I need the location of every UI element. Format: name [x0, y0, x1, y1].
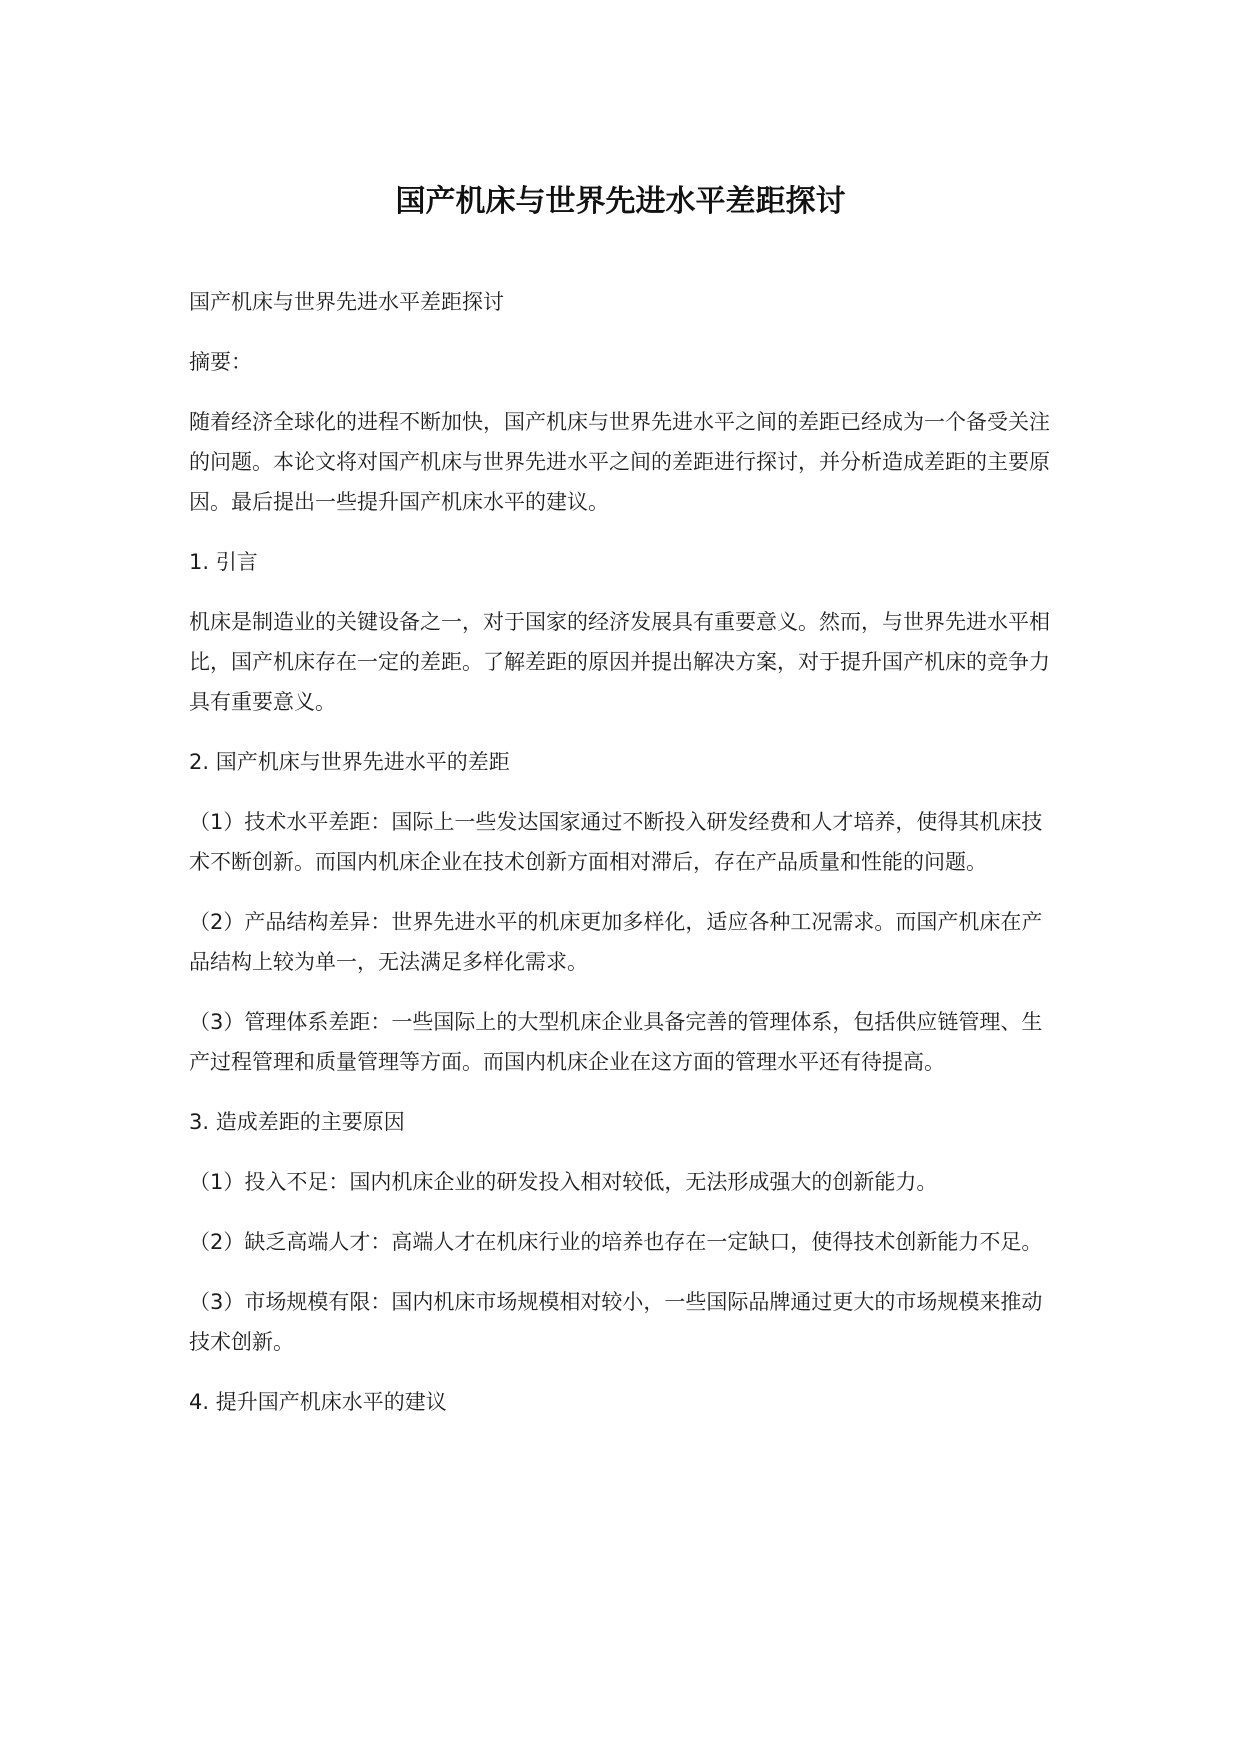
paragraph-gap-management: （3）管理体系差距：一些国际上的大型机床企业具备完善的管理体系，包括供应链管理、生产过程管理和质量管理等方面。而国内机床企业在这方面的管理水平还有待提高。: [189, 1010, 1043, 1074]
paragraph-abstract: 随着经济全球化的进程不断加快，国产机床与世界先进水平之间的差距已经成为一个备受关注的问题。本论文将对国产机床与世界先进水平之间的差距进行探讨，并分析造成差距的主要原因。最后提出一些提升国产机床水平的建议。: [189, 410, 1050, 514]
section-heading-gap: 2. 国产机床与世界先进水平的差距: [189, 750, 510, 774]
paragraph-abstract-label: 摘要：: [189, 350, 252, 374]
section-heading-suggestions: 4. 提升国产机床水平的建议: [189, 1390, 447, 1414]
paragraph-cause-talent: （2）缺乏高端人才：高端人才在机床行业的培养也存在一定缺口，使得技术创新能力不足。: [189, 1230, 1043, 1254]
paragraph-subtitle: 国产机床与世界先进水平差距探讨: [189, 290, 504, 314]
section-heading-causes: 3. 造成差距的主要原因: [189, 1110, 405, 1134]
document-body: [189, 282, 1054, 1442]
paragraph-gap-technology: （1）技术水平差距：国际上一些发达国家通过不断投入研发经费和人才培养，使得其机床技术不断创新。而国内机床企业在技术创新方面相对滞后，存在产品质量和性能的问题。: [189, 810, 1043, 874]
paragraph-introduction: 机床是制造业的关键设备之一，对于国家的经济发展具有重要意义。然而，与世界先进水平相比，国产机床存在一定的差距。了解差距的原因并提出解决方案，对于提升国产机床的竞争力具有重要意义。: [189, 610, 1050, 714]
document-title: 国产机床与世界先进水平差距探讨: [395, 184, 846, 219]
section-heading-introduction: 1. 引言: [189, 550, 258, 574]
paragraph-cause-market: （3）市场规模有限：国内机床市场规模相对较小，一些国际品牌通过更大的市场规模来推动技术创新。: [189, 1290, 1043, 1354]
paragraph-cause-investment: （1）投入不足：国内机床企业的研发投入相对较低，无法形成强大的创新能力。: [189, 1170, 938, 1194]
paragraph-gap-product-structure: （2）产品结构差异：世界先进水平的机床更加多样化，适应各种工况需求。而国产机床在产品结构上较为单一，无法满足多样化需求。: [189, 910, 1043, 974]
